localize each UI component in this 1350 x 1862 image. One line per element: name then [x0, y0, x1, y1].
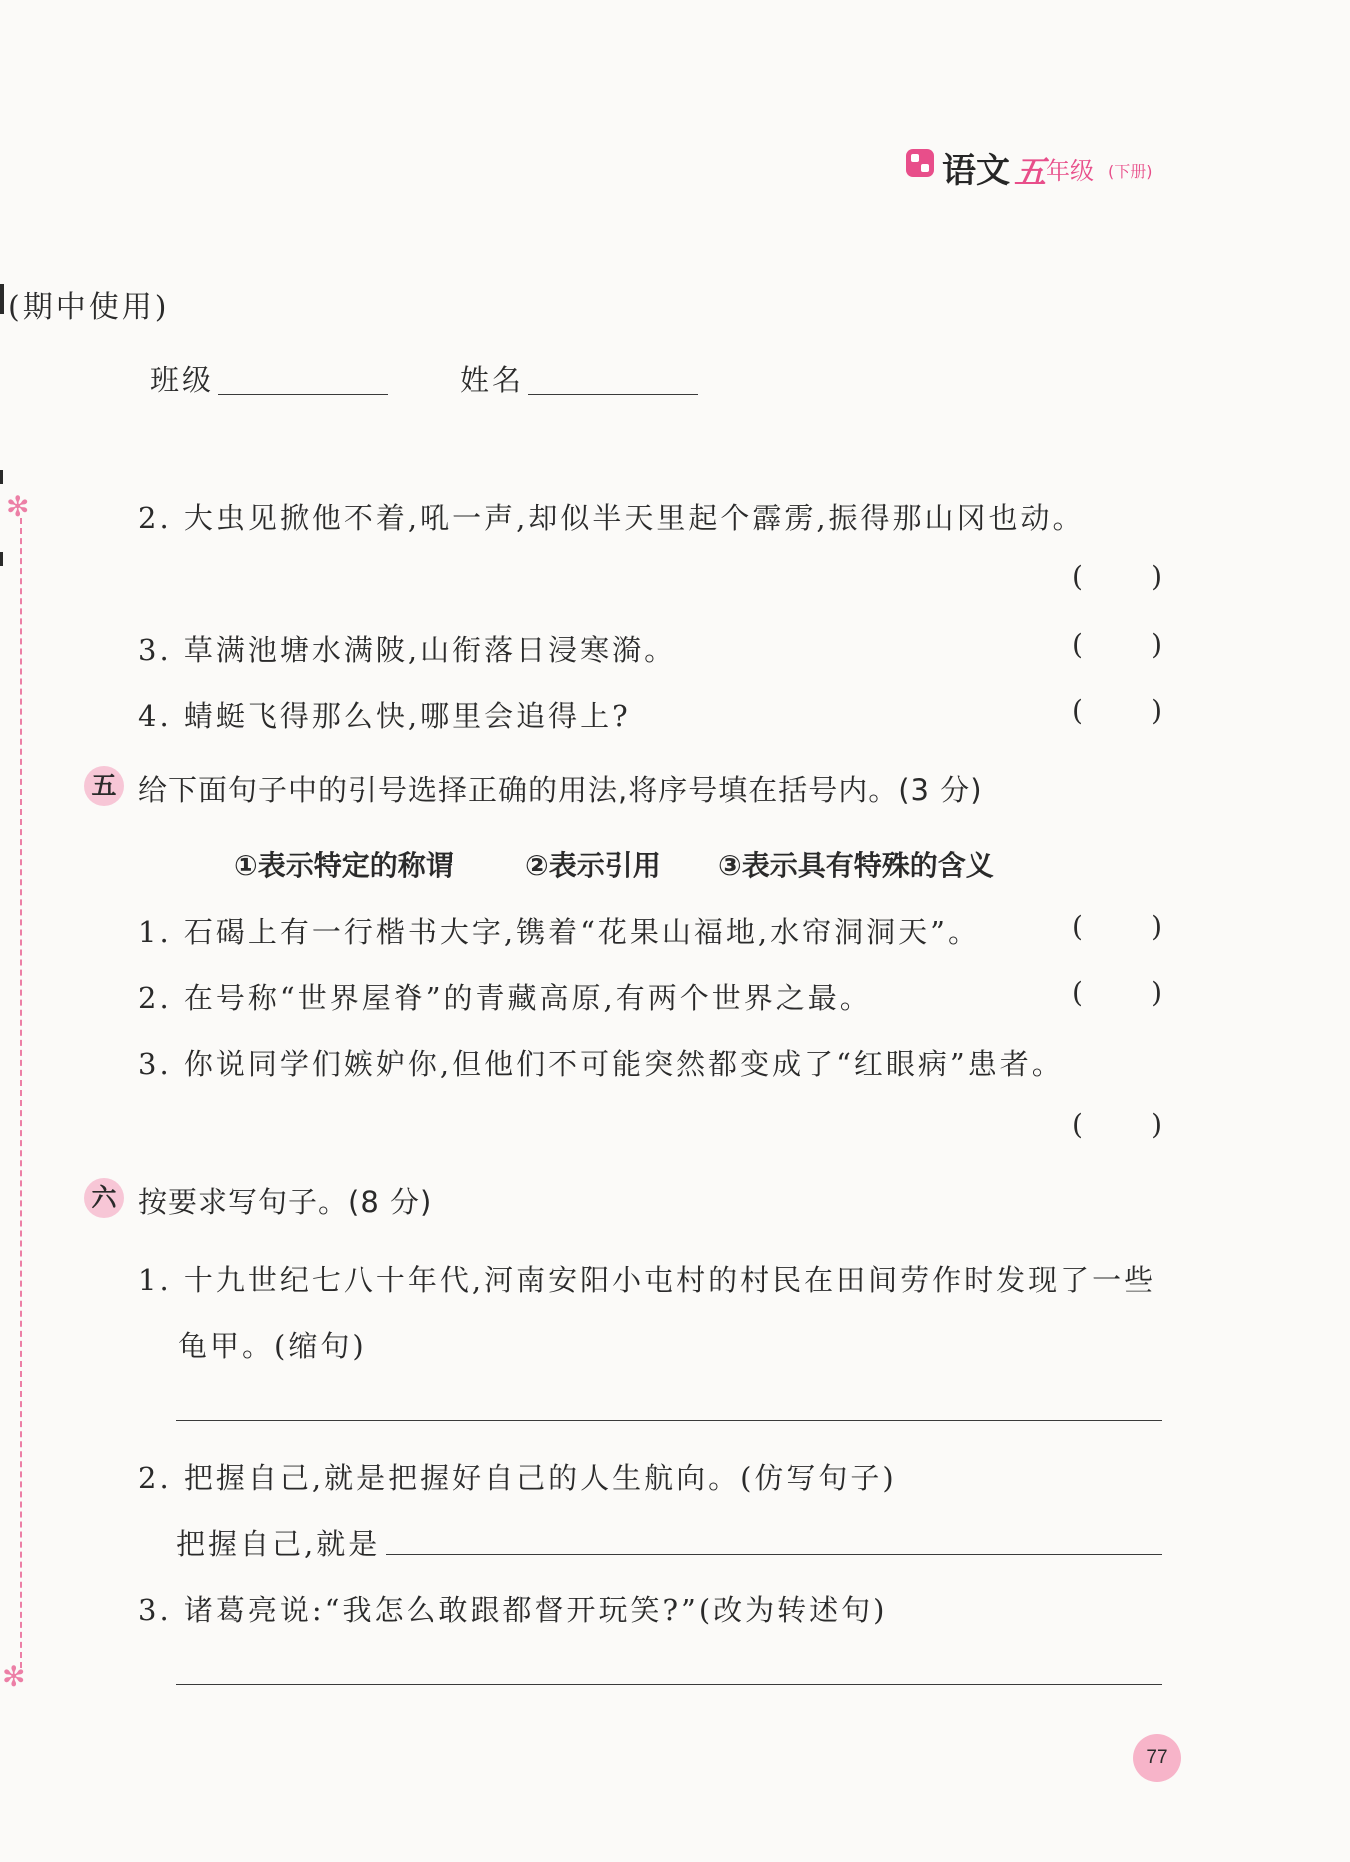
answer-blank[interactable]: ( ) [1072, 628, 1162, 661]
question-item: 3. 草满池塘水满陂,山衔落日浸寒漪。 [138, 633, 677, 667]
question-item-continued: 龟甲。(缩句) [178, 1329, 367, 1363]
brand-volume: (下册) [1108, 162, 1153, 181]
page-number: 77 [1133, 1734, 1181, 1782]
question-item: 3. 你说同学们嫉妒你,但他们不可能突然都变成了“红眼病”患者。 [138, 1047, 1064, 1081]
answer-line[interactable] [386, 1554, 1162, 1555]
question-item: 1. 石碣上有一行楷书大字,镌着“花果山福地,水帘洞洞天”。 [138, 915, 980, 949]
flower-icon: ✻ [2, 1660, 26, 1693]
question-item: 2. 大虫见掀他不着,吼一声,却似半天里起个霹雳,振得那山冈也动。 [138, 501, 1085, 535]
answer-line[interactable] [176, 1420, 1162, 1421]
question-item: 2. 把握自己,就是把握好自己的人生航向。(仿写句子) [138, 1461, 897, 1495]
answer-line[interactable] [176, 1684, 1162, 1685]
brand-subject: 语文 [942, 151, 1010, 191]
margin-tick [0, 470, 3, 484]
section-title: 给下面句子中的引号选择正确的用法,将序号填在括号内。(3 分) [138, 773, 983, 807]
option-1: ①表示特定的称谓 [234, 849, 454, 882]
flower-icon: ✻ [6, 490, 30, 523]
class-field[interactable] [218, 394, 388, 395]
section-title: 按要求写句子。(8 分) [138, 1185, 433, 1219]
brand-grade-word: 年级 [1046, 157, 1094, 185]
margin-tick [0, 552, 3, 566]
margin-dashed-line [20, 518, 22, 1668]
question-item: 3. 诸葛亮说:“我怎么敢跟都督开玩笑?”(改为转述句) [138, 1593, 888, 1627]
name-label: 姓名 [460, 363, 525, 397]
answer-blank[interactable]: ( ) [1072, 910, 1162, 943]
question-item: 2. 在号称“世界屋脊”的青藏高原,有两个世界之最。 [138, 981, 872, 1015]
pink-grid-icon [906, 149, 934, 177]
question-item: 4. 蜻蜓飞得那么快,哪里会追得上? [138, 699, 631, 733]
section-badge: 五 [84, 766, 124, 806]
answer-blank[interactable]: ( ) [1072, 560, 1162, 593]
brand-grade: 五 [1014, 153, 1047, 191]
name-field[interactable] [528, 394, 698, 395]
answer-blank[interactable]: ( ) [1072, 976, 1162, 1009]
sentence-prompt: 把握自己,就是 [176, 1527, 381, 1561]
exam-title-fragment: (期中使用) [8, 290, 170, 325]
class-label: 班级 [150, 363, 215, 397]
answer-blank[interactable]: ( ) [1072, 694, 1162, 727]
answer-blank[interactable]: ( ) [1072, 1108, 1162, 1141]
option-2: ②表示引用 [525, 849, 661, 882]
option-3: ③表示具有特殊的含义 [718, 849, 994, 882]
section-badge: 六 [84, 1178, 124, 1218]
title-bracket [0, 284, 4, 314]
question-item: 1. 十九世纪七八十年代,河南安阳小屯村的村民在田间劳作时发现了一些 [138, 1263, 1157, 1297]
